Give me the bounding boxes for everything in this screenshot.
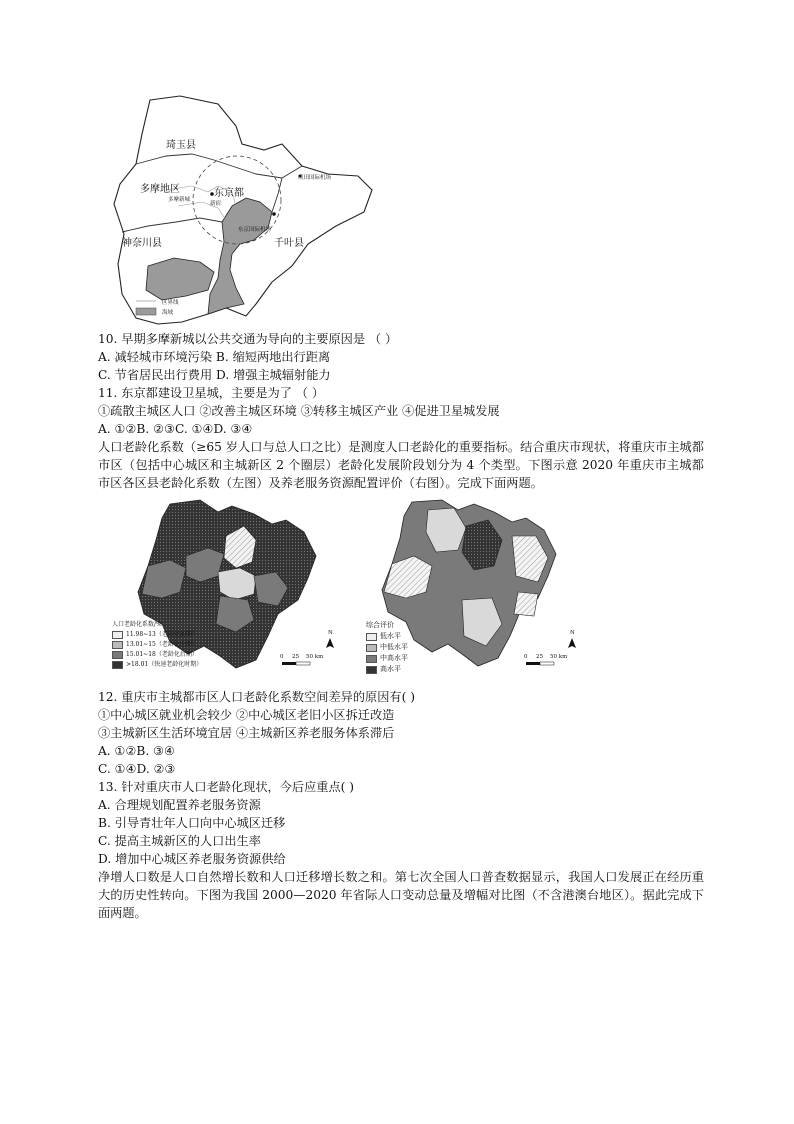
q10-options-cd: C. 节省居民出行费用 D. 增强主城辐射能力	[98, 368, 331, 382]
q10-stem: 10. 早期多摩新城以公共交通为导向的主要原因是 （ ）	[98, 332, 398, 346]
scale-tick-25-right: 25	[536, 654, 543, 660]
scale-bar-white	[296, 662, 310, 665]
service-swatch-2	[366, 644, 377, 652]
service-west	[384, 556, 432, 598]
q12-options-ab: A. ①②B. ③④	[98, 744, 175, 758]
scale-tick-50-right: 50 km	[550, 654, 568, 660]
q13-option-a: A. 合理规划配置养老服务资源	[98, 798, 261, 812]
intro-aging-passage: 人口老龄化系数（≥65 岁人口与总人口之比）是测度人口老龄化的重要指标。结合重庆市现状，将重庆市主城都市区（包括中心城区和主城新区 2 个圈层）老龄化发展阶段划分为 4 个类型。下图示意 2020 年重庆市主城都市区各区县老龄化系数（左图）及养老服务资源配置评价（右图）。完成下面两题。	[98, 440, 704, 490]
q12-items-b: ③主城新区生活环境宜居 ④主城新区养老服务体系滞后	[98, 726, 395, 740]
legend-service-4: 高水平	[380, 665, 401, 673]
tokyo-region-map	[96, 94, 378, 328]
service-swatch-4	[366, 666, 377, 674]
q11-stem: 11. 东京都建设卫星城，主要是为了 （ ）	[98, 386, 325, 400]
legend-sea-label: 海域	[162, 310, 174, 316]
legend-aging-3: 15.01~18（老龄化后期）	[126, 651, 198, 658]
scale-tick-0-left: 0	[280, 654, 284, 660]
scale-bar-white-right	[540, 662, 554, 665]
haneda-point	[272, 212, 276, 216]
legend-aging-title: 人口老龄化系数/%	[112, 621, 162, 628]
scale-tick-25-left: 25	[292, 654, 299, 660]
q12-items-a: ①中心城区就业机会较少 ②中心城区老旧小区拆迁改造	[98, 708, 395, 722]
q12-stem: 12. 重庆市主城都市区人口老龄化系数空间差异的原因有( )	[98, 690, 415, 704]
tokyo-map-graphic	[96, 94, 378, 328]
north-label-left: N	[328, 630, 333, 636]
legend-service-2: 中低水平	[380, 643, 408, 651]
legend-boundary-label: 区界线	[162, 300, 179, 306]
scale-tick-0-right: 0	[524, 654, 528, 660]
label-saitama: 琦玉县	[166, 140, 196, 151]
intro-population-passage: 净增人口数是人口自然增长数和人口迁移增长数之和。第七次全国人口普查数据显示，我国人口发展正在经历重大的历史性转向。下图为我国 2000—2020 年省际人口变动总量及增幅对比图（不含港澳台地区）。据此完成下面两题。	[98, 870, 704, 920]
service-swatch-3	[366, 655, 377, 663]
label-haneda: 东京国际机场	[238, 227, 272, 233]
label-tokyo: 东京都	[214, 188, 244, 199]
scale-tick-50-left: 50 km	[306, 654, 324, 660]
legend-swatch-1	[112, 631, 123, 639]
label-shinjuku: 新宿	[210, 201, 222, 207]
north-arrow	[326, 638, 334, 648]
label-tama-newtown: 多摩新城	[168, 197, 191, 203]
legend-service-1: 低水平	[380, 632, 401, 640]
label-kanagawa: 神奈川县	[122, 238, 162, 249]
legend-service	[366, 620, 408, 675]
label-chiba: 千叶县	[274, 238, 304, 249]
map-elderly-service	[362, 496, 584, 676]
q13-option-d: D. 增加中心城区养老服务资源供给	[98, 852, 286, 866]
legend-aging-1: 11.98~13（老龄化初期）	[126, 631, 198, 638]
q11-items: ①疏散主城区人口 ②改善主城区环境 ③转移主城区产业 ④促进卫星城发展	[98, 404, 500, 418]
region-west	[142, 560, 186, 598]
service-swatch-1	[366, 633, 377, 641]
legend-service-title: 综合评价	[366, 621, 394, 629]
q11-options: A. ①②B. ②③C. ①④D. ③④	[98, 422, 253, 436]
q13-option-b: B. 引导青壮年人口向中心城区迁移	[98, 816, 286, 830]
label-tama-region: 多摩地区	[140, 184, 180, 195]
q13-option-c: C. 提高主城新区的人口出生率	[98, 834, 261, 848]
north-label-right: N	[570, 630, 575, 636]
scale-bar-black-right	[526, 662, 540, 665]
legend-swatch-2	[112, 641, 123, 649]
north-arrow-right	[568, 638, 576, 648]
legend-sea-swatch	[136, 308, 156, 315]
service-southeast	[514, 592, 538, 616]
legend-service-3: 中高水平	[380, 654, 408, 662]
q12-options-cd: C. ①④D. ②③	[98, 762, 176, 776]
legend-swatch-4	[112, 661, 123, 669]
q10-options-ab: A. 减轻城市环境污染 B. 缩短两地出行距离	[98, 350, 331, 364]
legend-swatch-3	[112, 651, 123, 659]
scale-bar-black	[282, 662, 296, 665]
map-aging-coefficient	[108, 496, 344, 676]
legend-aging	[112, 620, 202, 670]
label-narita: 成田国际机场	[298, 175, 332, 181]
legend-aging-2: 13.01~15（老龄化中期）	[126, 641, 198, 648]
q13-stem: 13. 针对重庆市人口老龄化现状，今后应重点( )	[98, 780, 355, 794]
legend-aging-4: >18.01（快速老龄化时期）	[126, 661, 203, 668]
